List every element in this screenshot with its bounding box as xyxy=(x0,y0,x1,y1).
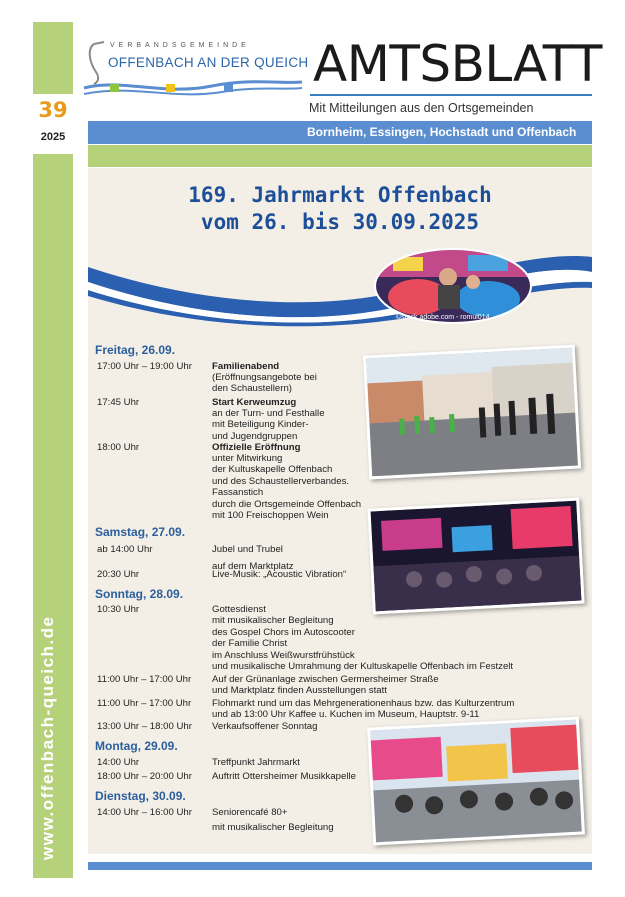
event-fri-1-text: (Eröffnungsangebote bei den Schaustellern) xyxy=(212,372,317,395)
event-fri-3-text: unter Mitwirkung der Kultuskapelle Offenbach und des Schaustellerverbandes. Fassanstich durch die Ortsgemeinde Offenbach mit 100 Freischoppen Wein xyxy=(212,453,362,522)
headline-line-1: 169. Jahrmarkt Offenbach xyxy=(188,183,492,207)
day-heading-monday: Montag, 29.09. xyxy=(95,739,178,753)
event-sat-2: Live-Musik: „Acoustic Vibration“ xyxy=(212,569,347,580)
event-tue-1b: mit musikalischer Begleitung xyxy=(212,822,334,833)
time-sun-3: 11:00 Uhr – 17:00 Uhr xyxy=(97,698,192,709)
issue-number: 39 xyxy=(38,98,68,122)
time-sat-2: 20:30 Uhr xyxy=(97,569,140,580)
event-tue-1: Seniorencafé 80+ xyxy=(212,807,288,818)
event-sun-3: Flohmarkt rund um das Mehrgenerationenhaus bzw. das Kulturzentrum und ab 13:00 Uhr Kaffee u. Kuchen im Museum, Hauptstr. 9-11 xyxy=(212,698,515,721)
towns-text: Bornheim, Essingen, Hochstadt und Offenbach xyxy=(307,125,577,139)
event-fri-1-title: Familienabend xyxy=(212,361,280,372)
time-sat-1: ab 14:00 Uhr xyxy=(97,544,153,555)
event-sun-4: Verkaufsoffener Sonntag xyxy=(212,721,318,732)
event-sat-1: Jubel und Trubel xyxy=(212,544,283,555)
masthead-rule xyxy=(310,94,592,96)
photo-credit: ©stock.adobe.com - romul014 xyxy=(396,314,490,321)
time-sun-4: 13:00 Uhr – 18:00 Uhr xyxy=(97,721,192,732)
time-tue-1: 14:00 Uhr – 16:00 Uhr xyxy=(97,807,192,818)
green-strip xyxy=(88,145,592,167)
issue-year: 2025 xyxy=(40,131,66,143)
event-mon-2: Auftritt Ottersheimer Musikkapelle xyxy=(212,771,356,782)
event-sun-1: Gottesdienst mit musikalischer Begleitung des Gospel Chors im Autoscooter der Familie Christ im Anschluss Weißwurstfrühstück und musikalische Umrahmung der Kultuskapelle Offenbach im Festzelt xyxy=(212,604,514,673)
event-fri-2-title: Start Kerweumzug xyxy=(212,397,297,408)
masthead-subtitle: Mit Mitteilungen aus den Ortsgemeinden xyxy=(309,101,534,115)
event-fri-2-text: an der Turn- und Festhalle mit Beteiligung Kinder- und Jugendgruppen xyxy=(212,408,325,442)
event-mon-1: Treffpunkt Jahrmarkt xyxy=(212,757,300,768)
event-fri-3-title: Offizielle Eröffnung xyxy=(212,442,301,453)
time-mon-1: 14:00 Uhr xyxy=(97,757,140,768)
night-fair-photo xyxy=(367,498,584,615)
day-heading-sunday: Sonntag, 28.09. xyxy=(95,587,184,601)
time-mon-2: 18:00 Uhr – 20:00 Uhr xyxy=(97,771,192,782)
issue-box xyxy=(33,94,73,154)
event-sun-2: Auf der Grünanlage zwischen Germersheimer Straße und Marktplatz finden Ausstellungen statt xyxy=(212,674,439,697)
headline-line-2: vom 26. bis 30.09.2025 xyxy=(200,210,480,234)
logo-subtitle: VERBANDSGEMEINDE xyxy=(110,42,250,49)
time-fri-3: 18:00 Uhr xyxy=(97,442,140,453)
day-heading-friday: Freitag, 26.09. xyxy=(95,343,176,357)
masthead-title: AMTSBLATT xyxy=(313,35,602,93)
event-sat-1b: auf dem Marktplatz xyxy=(212,561,294,572)
time-fri-1: 17:00 Uhr – 19:00 Uhr xyxy=(97,361,192,372)
day-heading-tuesday: Dienstag, 30.09. xyxy=(95,789,186,803)
parade-photo xyxy=(363,345,581,480)
website-url[interactable]: www.offenbach-queich.de xyxy=(38,615,57,860)
bottom-bar xyxy=(88,862,592,870)
time-sun-1: 10:30 Uhr xyxy=(97,604,140,615)
time-fri-2: 17:45 Uhr xyxy=(97,397,140,408)
fair-crowd-photo xyxy=(367,717,585,846)
day-heading-saturday: Samstag, 27.09. xyxy=(95,525,186,539)
logo-name: OFFENBACH AN DER QUEICH xyxy=(108,55,309,70)
time-sun-2: 11:00 Uhr – 17:00 Uhr xyxy=(97,674,192,685)
